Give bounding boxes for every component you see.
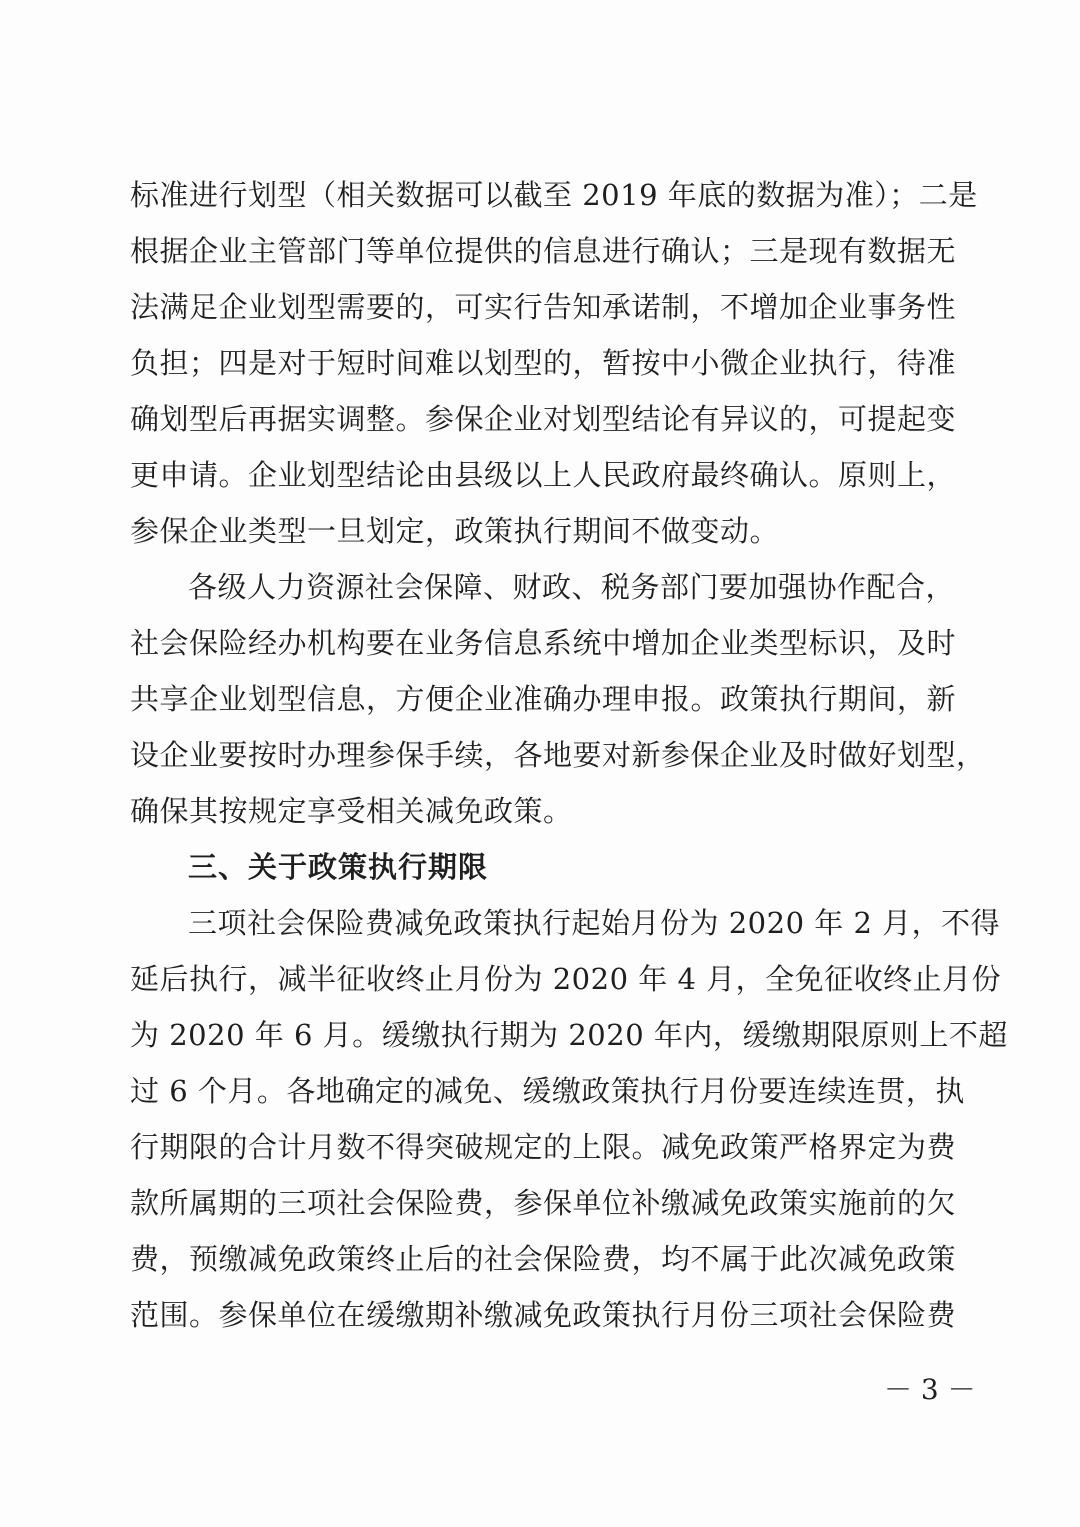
paragraph-line: 费，预缴减免政策终止后的社会保险费，均不属于此次减免政策 xyxy=(130,1242,957,1276)
paragraph-line: 款所属期的三项社会保险费，参保单位补缴减免政策实施前的欠 xyxy=(130,1186,957,1220)
paragraph-line: 法满足企业划型需要的，可实行告知承诺制，不增加企业事务性 xyxy=(130,290,957,324)
paragraph-line: 延后执行，减半征收终止月份为 2020 年 4 月，全免征收终止月份 xyxy=(130,962,1002,996)
section-heading: 三、关于政策执行期限 xyxy=(188,850,489,884)
paragraph-line: 确划型后再据实调整。参保企业对划型结论有异议的，可提起变 xyxy=(130,402,957,436)
paragraph-line: 社会保险经办机构要在业务信息系统中增加企业类型标识，及时 xyxy=(130,626,957,660)
paragraph-line: 根据企业主管部门等单位提供的信息进行确认；三是现有数据无 xyxy=(130,234,957,268)
paragraph-line: 确保其按规定享受相关减免政策。 xyxy=(130,794,573,828)
paragraph-line: 负担；四是对于短时间难以划型的，暂按中小微企业执行，待准 xyxy=(130,346,957,380)
paragraph-line: 范围。参保单位在缓缴期补缴减免政策执行月份三项社会保险费 xyxy=(130,1298,957,1332)
paragraph-line: 设企业要按时办理参保手续，各地要对新参保企业及时做好划型， xyxy=(130,738,986,772)
paragraph-line: 参保企业类型一旦划定，政策执行期间不做变动。 xyxy=(130,514,780,548)
paragraph-line: 更申请。企业划型结论由县级以上人民政府最终确认。原则上， xyxy=(130,458,957,492)
paragraph-line: 共享企业划型信息，方便企业准确办理申报。政策执行期间，新 xyxy=(130,682,957,716)
paragraph-line: 标准进行划型（相关数据可以截至 2019 年底的数据为准）；二是 xyxy=(130,178,978,212)
paragraph-line: 三项社会保险费减免政策执行起始月份为 2020 年 2 月，不得 xyxy=(188,906,1001,940)
paragraph-line: 行期限的合计月数不得突破规定的上限。减免政策严格界定为费 xyxy=(130,1130,957,1164)
paragraph-line: 为 2020 年 6 月。缓缴执行期为 2020 年内，缓缴期限原则上不超 xyxy=(130,1018,1008,1052)
paragraph-line: 过 6 个月。各地确定的减免、缓缴政策执行月份要连续连贯，执 xyxy=(130,1074,965,1108)
paragraph-line: 各级人力资源社会保障、财政、税务部门要加强协作配合， xyxy=(188,570,956,604)
page-number: － 3 － xyxy=(884,1373,976,1406)
